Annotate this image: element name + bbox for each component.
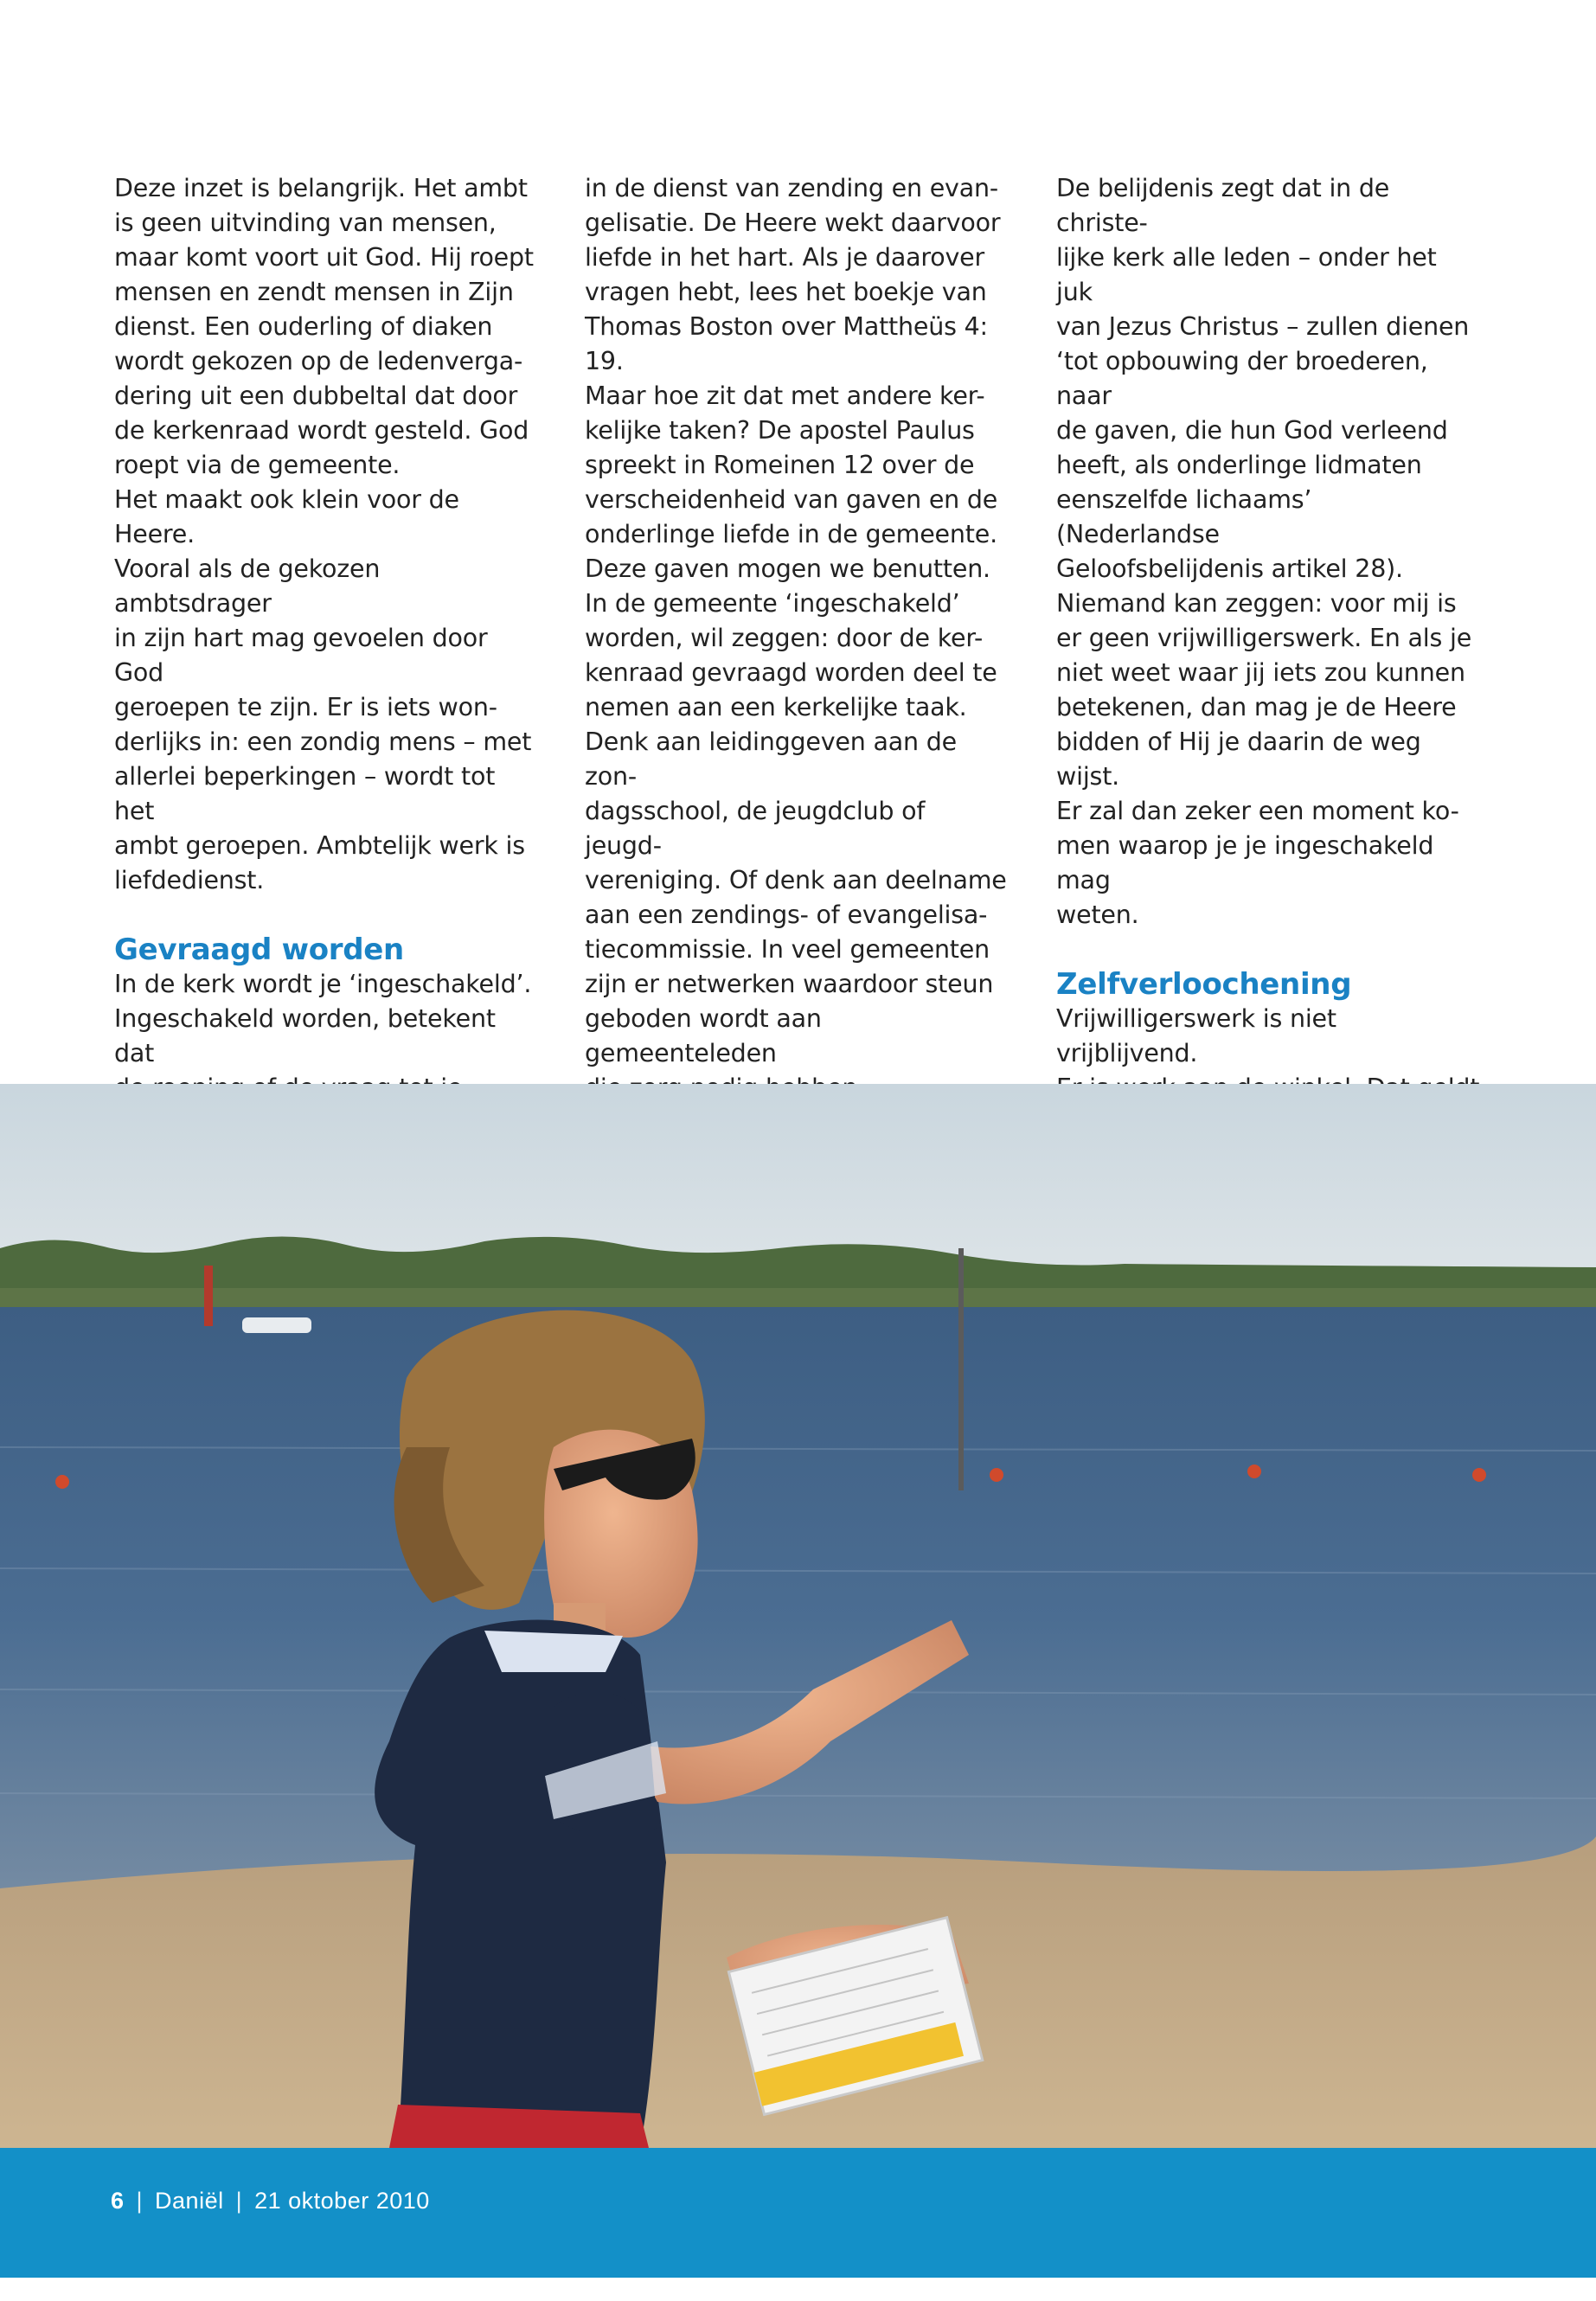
article-column-1 <box>114 171 538 1209</box>
collar <box>484 1631 623 1672</box>
channel-marker <box>204 1266 213 1326</box>
column-1-paragraph-1: Deze inzet is belangrijk. Het ambt is geen uitvinding van mensen, maar komt voort uit God. Hij roept mensen en zendt mensen in Zijn dienst. Een ouderling of diaken wordt gekozen op de ledenverga- dering uit een dubbeltal dat door de kerkenraad wordt gesteld. God roept via de gemeente. Het maakt ook klein voor de Heere. Vooral als de gekozen ambtsdrager in zijn hart mag gevoelen door God geroepen te zijn. Er is iets won- derlijks in: een zondig mens – met allerlei beperkingen – wordt tot het ambt geroepen. Ambtelijk werk is liefdedienst. <box>114 174 534 894</box>
boat <box>242 1317 311 1333</box>
page-number: 6 <box>111 2188 125 2214</box>
magazine-name: Daniël <box>155 2188 224 2214</box>
article-column-2 <box>585 171 1009 1106</box>
column-3-paragraph-2: Vrijwilligerswerk is niet vrijblijvend. <box>1056 1004 1336 1067</box>
column-3-paragraph-1: De belijdenis zegt dat in de christe- lijke kerk alle leden – onder het juk van Jezus Christus – zullen dienen ‘tot opbouwing der broederen, naar de gaven, die hun God verleend heeft, als onderlinge lidmaten eenszelfde lichaams’ (Nederlandse Geloofsbelijdenis artikel 28). Niemand kan zeggen: voor mij is er geen vrijwilligerswerk. En als je niet weet waar jij iets zou kunnen betekenen, dan mag je de Heere bidden of Hij je daarin de weg wijst. Er zal dan zeker een moment ko- men waarop je je ingeschakeld mag weten. <box>1056 174 1472 929</box>
water <box>0 1307 1596 1930</box>
column-2-paragraph-1: in de dienst van zending en evan- gelisatie. De Heere wekt daarvoor liefde in het hart. Als je daarover vragen hebt, lees het boekje van Thomas Boston over Mattheüs 4: 19. Maar hoe zit dat met andere ker- kelijke taken? De apostel Paulus spreekt in Romeinen 12 over de verscheidenheid van gaven en de onderlinge liefde in de gemeente. Deze gaven mogen we benutten. In de gemeente ‘ingeschakeld’ worden, wil zeggen: door de ker- kenraad gevraagd worden deel te nemen aan een kerkelijke taak. Denk aan leidinggeven aan de zon- dagsschool, de jeugdclub of jeugd- vereniging. Of denk aan deelname aan een zendings- of evangelisa- tiecommissie. In veel gemeenten zijn er netwerken waardoor steun geboden wordt aan gemeenteleden <box>585 174 1007 1067</box>
issue-date: 21 oktober 2010 <box>254 2188 430 2214</box>
heading-gevraagd-worden: Gevraagd worden <box>114 933 404 967</box>
heading-zelfverloochening: Zelfverloochening <box>1056 967 1352 1002</box>
column-1-paragraph-2: In de kerk wordt je ‘ingeschakeld’. Ingeschakeld worden, betekent dat <box>114 970 532 1067</box>
beach-photo <box>0 1084 1596 2148</box>
footer-text: 6 | Daniël | 21 oktober 2010 <box>111 2188 430 2214</box>
footer-band <box>0 2148 1596 2278</box>
